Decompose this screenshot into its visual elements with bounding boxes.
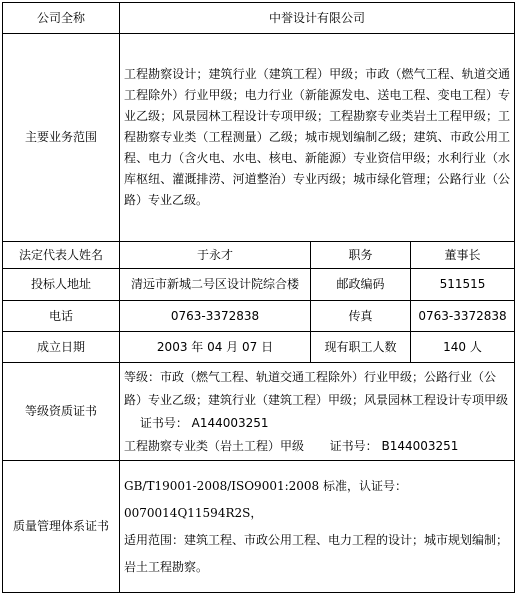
row-company-name xyxy=(3,3,515,34)
row-quality-cert xyxy=(3,461,515,593)
qualification-cert-number-b: 证书号： B144003251 xyxy=(329,438,459,453)
row-qualification-cert xyxy=(3,363,515,461)
address-value: 清远市新城二号区设计院综合楼 xyxy=(120,269,311,301)
position-label: 职务 xyxy=(311,242,411,269)
staff-count-label: 现有职工人数 xyxy=(311,332,411,363)
row-address xyxy=(3,269,515,301)
postcode-label: 邮政编码 xyxy=(311,269,411,301)
phone-value: 0763-3372838 xyxy=(120,301,311,332)
quality-cert-scope: 适用范围：建筑工程、市政公用工程、电力工程的设计；城市规划编制；岩土工程勘察。 xyxy=(124,532,509,574)
quality-cert-standard: GB/T19001-2008/ISO9001:2008 标准，认证号：0070014Q11594R2S， xyxy=(124,478,407,520)
quality-cert-value xyxy=(120,461,515,593)
fax-label: 传真 xyxy=(311,301,411,332)
qualification-cert-grades: 等级：市政（燃气工程、轨道交通工程除外）行业甲级；公路行业（公路）专业乙级；建筑行业（建筑工程）甲级；风景园林工程设计专项甲级 xyxy=(124,369,509,407)
company-name-value: 中誉设计有限公司 xyxy=(120,3,515,34)
qualification-cert-value xyxy=(120,363,515,461)
postcode-value: 511515 xyxy=(411,269,515,301)
row-founded xyxy=(3,332,515,363)
legal-rep-value: 于永才 xyxy=(120,242,311,269)
row-phone xyxy=(3,301,515,332)
row-legal-rep xyxy=(3,242,515,269)
fax-value: 0763-3372838 xyxy=(411,301,515,332)
row-business-scope xyxy=(3,34,515,242)
qualification-cert-geotech: 工程勘察专业类（岩土工程）甲级 xyxy=(124,438,305,453)
qualification-cert-label: 等级资质证书 xyxy=(3,363,120,461)
company-info-table xyxy=(2,2,515,593)
business-scope-value: 工程勘察设计；建筑行业（建筑工程）甲级；市政（燃气工程、轨道交通工程除外）行业甲级；电力行业（新能源发电、送电工程、变电工程）专业乙级；风景园林工程设计专项甲级；工程勘察专业类岩土工程甲级；工程勘察专业类（工程测量）乙级；城市规划编制乙级；建筑、市政公用工程、电力（含火电、水电、核电、新能源）专业资信甲级；水利行业（水库枢纽、灌溉排涝、河道整治）专业丙级；城市绿化管理；公路行业（公路）专业乙级。 xyxy=(120,34,515,242)
address-label: 投标人地址 xyxy=(3,269,120,301)
business-scope-label: 主要业务范围 xyxy=(3,34,120,242)
founded-label: 成立日期 xyxy=(3,332,120,363)
quality-cert-label: 质量管理体系证书 xyxy=(3,461,120,593)
phone-label: 电话 xyxy=(3,301,120,332)
qualification-cert-number-a: 证书号： A144003251 xyxy=(139,415,269,430)
staff-count-value: 140 人 xyxy=(411,332,515,363)
company-name-label: 公司全称 xyxy=(3,3,120,34)
founded-value: 2003 年 04 月 07 日 xyxy=(120,332,311,363)
position-value: 董事长 xyxy=(411,242,515,269)
legal-rep-label: 法定代表人姓名 xyxy=(3,242,120,269)
